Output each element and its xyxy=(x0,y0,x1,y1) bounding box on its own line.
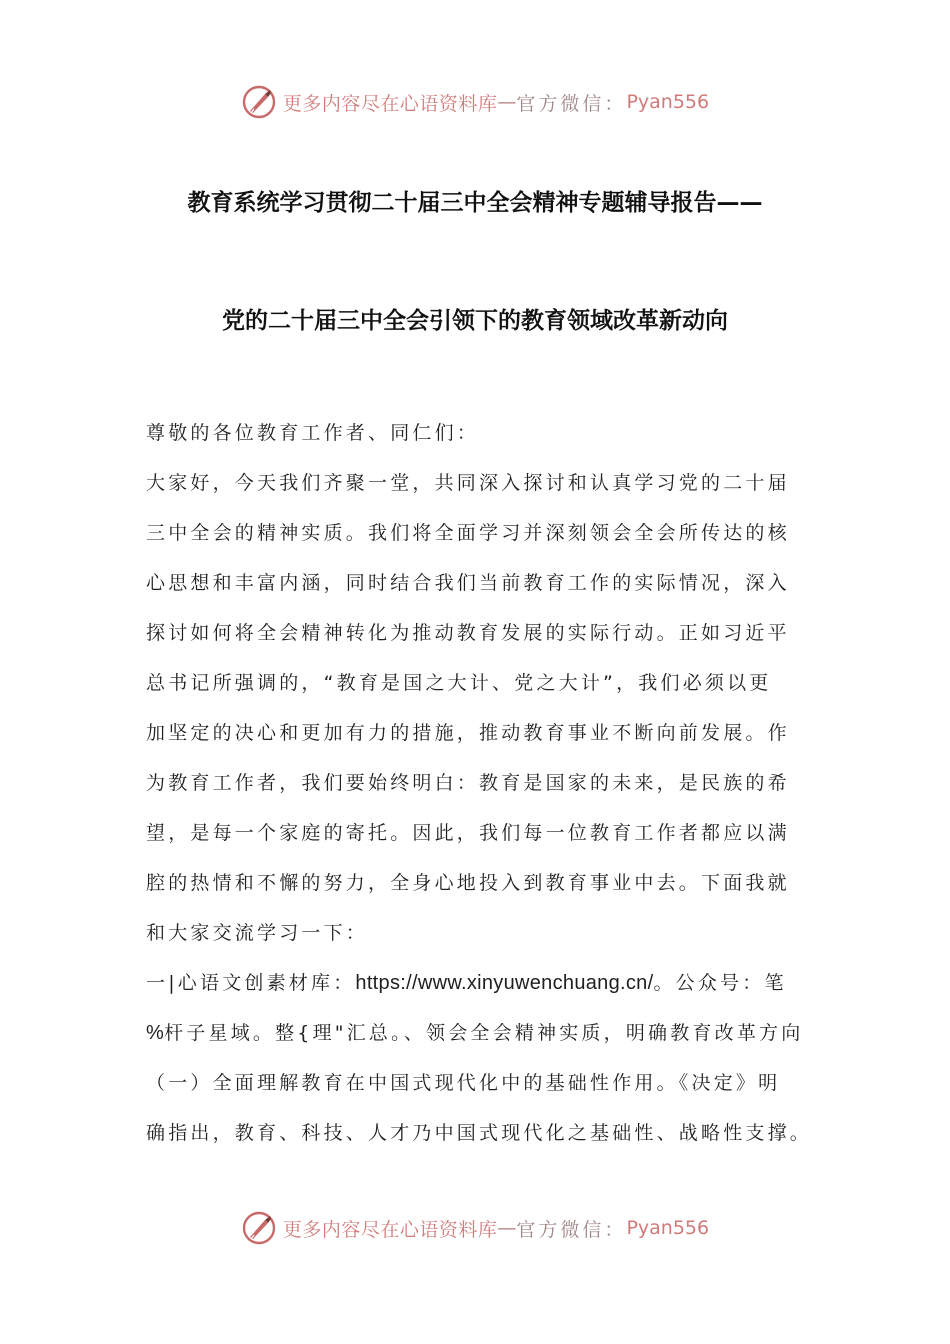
document-body xyxy=(146,418,826,1168)
ad-line-2-text: 杆子星域。整{理"汇总。、领会全会精神实质，明确教育改革方向 xyxy=(164,1022,804,1044)
body-line: 为教育工作者，我们要始终明白：教育是国家的未来，是民族的希 xyxy=(146,772,790,794)
ad-line-2-prefix: % xyxy=(146,1022,165,1044)
body-line: 总书记所强调的，“教育是国之大计、党之大计”，我们必须以更 xyxy=(146,672,772,694)
banner-wechat-id: Pyan556 xyxy=(626,91,710,113)
banner-separator: — xyxy=(497,91,517,113)
footer-banner xyxy=(0,1206,950,1250)
banner-wechat-label: 官方微信： xyxy=(516,92,627,115)
banner-wechat-label: 官方微信： xyxy=(516,1218,627,1241)
body-line: 确指出，教育、科技、人才乃中国式现代化之基础性、战略性支撑。 xyxy=(146,1122,813,1144)
banner-slogan: 更多内容尽在心语资料库 xyxy=(282,92,498,115)
banner-slogan: 更多内容尽在心语资料库 xyxy=(282,1218,498,1241)
quill-logo-icon xyxy=(241,1210,277,1246)
body-line: 尊敬的各位教育工作者、同仁们： xyxy=(146,422,480,444)
ad-line-suffix: 。公众号：笔 xyxy=(653,972,787,994)
body-line: 探讨如何将全会精神转化为推动教育发展的实际行动。正如习近平 xyxy=(146,622,790,644)
header-banner xyxy=(0,80,950,124)
quill-logo-icon xyxy=(241,84,277,120)
ad-line-2 xyxy=(146,1018,826,1068)
body-line: 加坚定的决心和更加有力的措施，推动教育事业不断向前发展。作 xyxy=(146,722,790,744)
body-line: 三中全会的精神实质。我们将全面学习并深刻领会全会所传达的核 xyxy=(146,522,790,544)
body-line: 腔的热情和不懈的努力，全身心地投入到教育事业中去。下面我就 xyxy=(146,872,790,894)
body-line: 心思想和丰富内涵，同时结合我们当前教育工作的实际情况，深入 xyxy=(146,572,790,594)
ad-line xyxy=(146,968,826,1018)
body-line: （一）全面理解教育在中国式现代化中的基础性作用。《决定》明 xyxy=(146,1072,781,1094)
banner-wechat-id: Pyan556 xyxy=(626,1217,710,1239)
ad-url-link[interactable]: https://www.xinyuwenchuang.cn/ xyxy=(355,972,654,994)
ad-line-prefix: 一|心语文创素材库： xyxy=(146,972,356,994)
body-line: 望，是每一个家庭的寄托。因此，我们每一位教育工作者都应以满 xyxy=(146,822,790,844)
banner-separator: — xyxy=(497,1217,517,1239)
body-line: 大家好，今天我们齐聚一堂，共同深入探讨和认真学习党的二十届 xyxy=(146,472,790,494)
document-title-line-2: 党的二十届三中全会引领下的教育领域改革新动向 xyxy=(222,308,728,334)
body-line: 和大家交流学习一下： xyxy=(146,922,369,944)
document-title-line-1: 教育系统学习贯彻二十届三中全会精神专题辅导报告—— xyxy=(187,190,763,216)
